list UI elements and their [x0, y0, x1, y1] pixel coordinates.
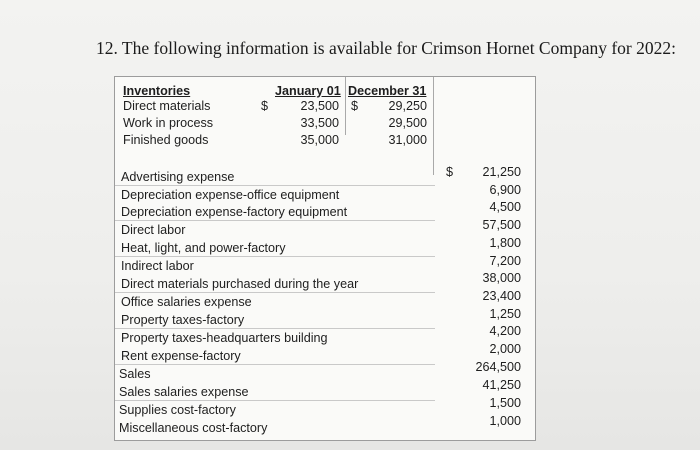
row-divider: [115, 364, 435, 365]
question-title: 12. The following information is available for Crimson Hornet Company for 2022:: [96, 38, 676, 58]
expense-label: Advertising expense: [121, 170, 235, 184]
expense-value: 2,000: [489, 342, 521, 356]
expense-label: Supplies cost-factory: [119, 403, 236, 417]
data-table: [114, 76, 536, 441]
inventory-jan-value: 33,500: [300, 116, 339, 130]
expense-label: Miscellaneous cost-factory: [119, 421, 268, 435]
expense-label: Rent expense-factory: [121, 349, 241, 363]
expense-value: 4,200: [489, 324, 521, 338]
expense-value: 1,500: [489, 396, 521, 410]
inventory-dec-value: 31,000: [388, 133, 427, 147]
row-divider: [115, 292, 435, 293]
expense-label: Heat, light, and power-factory: [121, 241, 286, 255]
expense-value: 23,400: [482, 289, 521, 303]
expense-value: 7,200: [489, 254, 521, 268]
row-divider: [115, 220, 435, 221]
expense-label: Direct labor: [121, 223, 186, 237]
expense-value: 264,500: [475, 360, 521, 374]
expense-value: 41,250: [482, 378, 521, 392]
row-divider: [115, 400, 435, 401]
expense-value: 1,800: [489, 236, 521, 250]
inventories-header: Inventories: [123, 84, 191, 98]
inventory-dec-value: 29,250: [388, 99, 427, 113]
expense-value: 57,500: [482, 218, 521, 232]
expense-label: Office salaries expense: [121, 295, 252, 309]
row-divider: [115, 256, 435, 257]
currency-symbol: $: [446, 165, 454, 179]
expense-value: 1,000: [489, 414, 521, 428]
expense-label: Indirect labor: [121, 259, 194, 273]
expense-label: Direct materials purchased during the year: [121, 277, 359, 291]
expense-label: Sales: [119, 367, 151, 381]
inventory-jan-value: 23,500: [300, 99, 339, 113]
row-divider: [115, 328, 435, 329]
currency-symbol: $: [261, 99, 269, 113]
grid-line: [433, 77, 434, 175]
inventory-jan-value: 35,000: [300, 133, 339, 147]
expense-value: 21,250: [482, 165, 521, 179]
expense-value: 6,900: [489, 183, 521, 197]
expense-label: Depreciation expense-factory equipment: [121, 205, 348, 219]
inventory-dec-value: 29,500: [388, 116, 427, 130]
expense-label: Depreciation expense-office equipment: [121, 188, 340, 202]
currency-symbol: $: [351, 99, 359, 113]
expense-value: 38,000: [482, 271, 521, 285]
col-december: December 31: [348, 84, 427, 98]
expense-value: 1,250: [489, 307, 521, 321]
inventory-row-label: Work in process: [123, 116, 214, 130]
inventory-row-label: Direct materials: [123, 99, 211, 113]
expense-label: Sales salaries expense: [119, 385, 249, 399]
row-divider: [115, 185, 435, 186]
expense-value: 4,500: [489, 200, 521, 214]
col-january: January 01: [275, 84, 341, 98]
inventory-row-label: Finished goods: [123, 133, 209, 147]
expense-label: Property taxes-headquarters building: [121, 331, 328, 345]
expense-label: Property taxes-factory: [121, 313, 245, 327]
grid-line: [345, 77, 346, 135]
